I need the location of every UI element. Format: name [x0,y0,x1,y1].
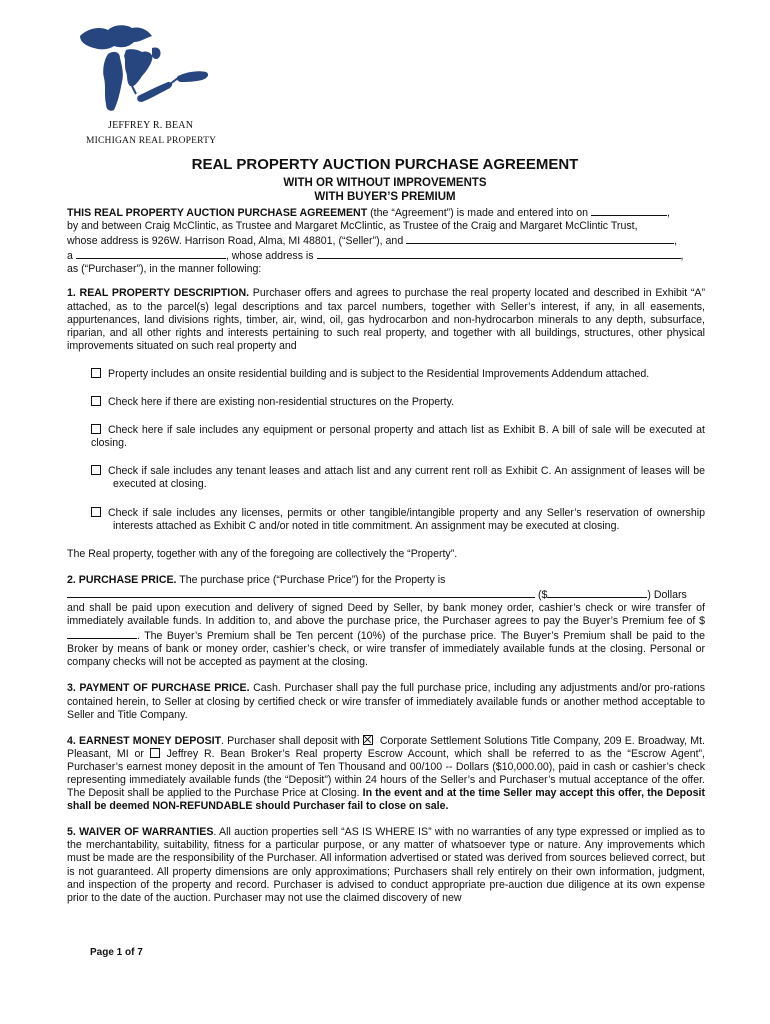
section-3: 3. PAYMENT OF PURCHASE PRICE. Cash. Purchaser shall pay the full purchase price, including any adjustments and/or pro-rations contained herein, to Seller at closing by certified check or wire transfer of immediately available funds or another method acceptable to Seller and Title Company. [67,682,706,721]
section-5: 5. WAIVER OF WARRANTIES. All auction properties sell “AS IS WHERE IS” with no warranties of any type expressed or implied as to the merchantability, suitability, fitness for a particular purpose, or any matter of whatsoever type or nature. Any improvements which must be made are the responsibility of the Purchaser. All information advertised or stated was derived from sources believed correct, but is not guaranteed. All property dimensions are only approximations; Purchasers shall rely entirely on their own information, judgment, and inspection of the property and record. Purchaser is advised to conduct appropriate pre-auction due diligence at its own expense prior to the date of the auction. Purchaser may not use the claimed discovery of new [67,826,705,904]
intro-line-1: THIS REAL PROPERTY AUCTION PURCHASE AGREEMENT (the “Agreement”) is made and entered into on , [67,207,670,219]
agreement-body [67,205,705,905]
checkbox-broker-escrow[interactable] [150,748,160,758]
intro-line-5: as (“Purchaser”), in the manner following: [67,263,262,276]
section-1 [67,287,705,352]
purchaser-entity-field[interactable] [76,248,226,259]
section-2-line-2: ($ ) Dollars [67,587,705,602]
agreement-date-field[interactable] [591,205,667,216]
intro-line-4: a , whose address is , [67,250,684,263]
checkbox-licenses[interactable] [91,507,101,517]
checkbox-equipment[interactable] [91,424,101,434]
section-1-text: Purchaser offers and agrees to purchase the real property located and described in Exhibit “A” attached, as to the parcel(s) legal descriptions and tax parcel numbers, together with Seller’s interest, if any, in all easements, appurtenances, land divisions rights, timber, air, wind, oil, gas hydrocarbon and non-hydrocarbon minerals to any depth, subsurface, riparian, and all other rights and interests pertaining to such real property, and together with all buildings, structures, other physical improvements situated on such real property and [67,287,705,352]
section-2-text: and shall be paid upon execution and delivery of signed Deed by Seller, by bank money order, cashier’s check or wire transfer of immediately available funds. In addition to, and above the purchase price, the Purchaser agrees to pay the Buyer’s Premium fee of $ . The Buyer’s Premium shall be Ten percent (10%) of the purchase price. The Buyer’s Premium shall be paid to the Broker by means of bank or money order, cashier’s check, or wire transfer of immediately available funds at the closing. Personal or company checks will not be accepted as payment at the closing. [67,601,705,669]
checkbox-title-company[interactable] [363,735,373,745]
page-number: Page 1 of 7 [90,947,143,958]
great-lakes-map-icon [74,20,214,116]
checkbox-residential[interactable] [91,368,101,378]
intro-lead: THIS REAL PROPERTY AUCTION PURCHASE AGREEMENT [67,207,368,219]
brand-subtitle: MICHIGAN REAL PROPERTY [86,136,217,146]
purchase-price-words-field[interactable] [67,587,535,598]
section-3-heading: 3. PAYMENT OF PURCHASE PRICE. [67,682,250,695]
intro-line-3: whose address is 926W. Harrison Road, Alma, MI 48801, (“Seller”), and , [67,235,678,248]
intro-line-2: by and between Craig McClintic, as Trustee and Margaret McClintic, as Trustee of the Craig and Margaret McClintic Trust, [67,220,638,233]
checkbox-leases[interactable] [91,465,101,475]
option-nonresidential: Check here if there are existing non-residential structures on the Property. [67,396,705,409]
checkbox-nonresidential[interactable] [91,396,101,406]
option-licenses: Check if sale includes any licenses, permits or other tangible/intangible property and any Seller’s reservation of ownership interests attached as Exhibit C and/or noted in title commitment. An assignment may be executed at closing. [67,507,705,533]
intro-lead-text: (the “Agreement”) is made and entered into on [367,207,591,219]
option-residential: Property includes an onsite residential building and is subject to the Residential Improvements Addendum attached. [67,368,705,381]
section-1-closing: The Real property, together with any of the foregoing are collectively the “Property”. [67,547,458,560]
buyers-premium-field[interactable] [67,628,137,639]
document-title: REAL PROPERTY AUCTION PURCHASE AGREEMENT [191,156,579,173]
option-equipment: Check here if sale includes any equipment or personal property and attach list as Exhibit B. A bill of sale will be executed at closing. [91,424,705,450]
document-subtitle-1: WITH OR WITHOUT IMPROVEMENTS [283,177,487,189]
section-2-line-1: 2. PURCHASE PRICE. The purchase price (“Purchase Price”) for the Property is [67,573,446,586]
section-2-heading: 2. PURCHASE PRICE. [67,573,177,586]
purchaser-address-field[interactable] [317,248,681,259]
option-leases: Check if sale includes any tenant leases and attach list and any current rent roll as Exhibit C. An assignment of leases will be executed at closing. [67,465,705,491]
brand-name: JEFFREY R. BEAN [108,120,194,131]
section-1-heading: 1. REAL PROPERTY DESCRIPTION. [67,287,250,300]
purchase-price-amount-field[interactable] [547,587,647,598]
document-subtitle-2: WITH BUYER’S PREMIUM [314,191,456,203]
purchaser-name-field[interactable] [406,233,674,244]
section-5-heading: 5. WAIVER OF WARRANTIES [67,826,214,839]
section-4-heading: 4. EARNEST MONEY DEPOSIT [67,734,222,747]
section-4: 4. EARNEST MONEY DEPOSIT. Purchaser shall deposit with Corporate Settlement Solutions Title Company, 209 E. Broadway, Mt. Pleasant, MI or Jeffrey R. Bean Broker’s Real property Escrow Account, which shall be referred to as the “Escrow Agent”, Purchaser’s earnest money deposit in the amount of Ten Thousand and 00/100 -- Dollars ($10,000.00), paid in cash or cashier’s check representing immediately available funds (the “Deposit”) within 24 hours of the Seller’s and Purchaser’s mutual acceptance of the offer. The Deposit shall be applied to the Purchase Price at Closing. In the event and at the time Seller may accept this offer, the Deposit shall be deemed NON-REFUNDABLE should Purchaser fail to close on sale. [67,734,705,813]
